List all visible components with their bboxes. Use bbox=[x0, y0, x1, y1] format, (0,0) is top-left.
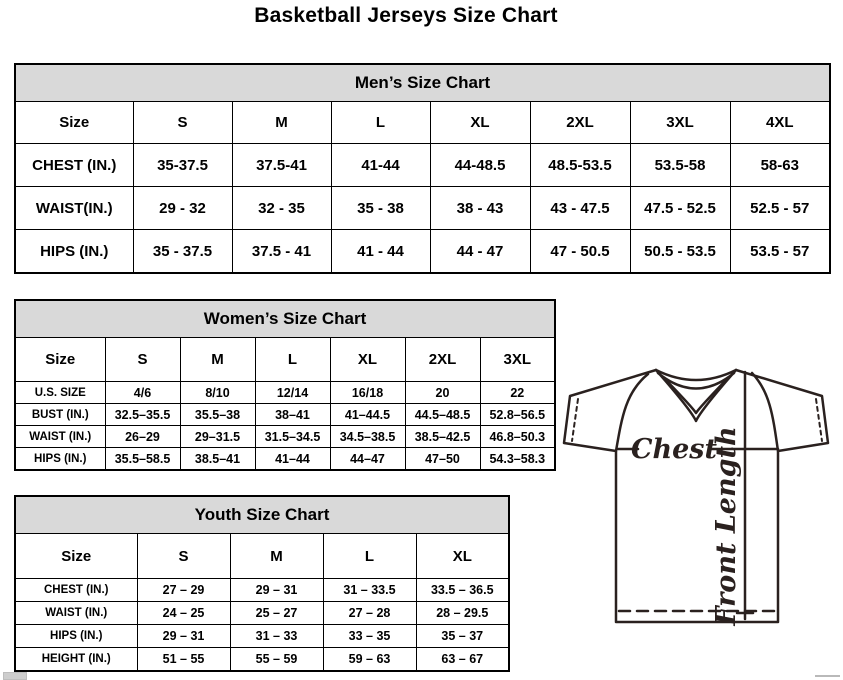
horizontal-scrollbar-fragment bbox=[815, 675, 840, 677]
women-cell: 47–50 bbox=[405, 448, 480, 471]
youth-cell: 29 – 31 bbox=[230, 579, 323, 602]
youth-table-row bbox=[15, 602, 509, 625]
men-cell: 44 - 47 bbox=[430, 230, 530, 274]
men-cell: 47.5 - 52.5 bbox=[630, 187, 730, 230]
youth-cell: 31 – 33 bbox=[230, 625, 323, 648]
women-cell: 52.8–56.5 bbox=[480, 404, 555, 426]
women-cell: 4/6 bbox=[105, 382, 180, 404]
women-header-l: L bbox=[255, 338, 330, 382]
youth-cell: 28 – 29.5 bbox=[416, 602, 509, 625]
youth-cell: 31 – 33.5 bbox=[323, 579, 416, 602]
women-table-row bbox=[15, 426, 555, 448]
youth-cell: 35 – 37 bbox=[416, 625, 509, 648]
men-cell: 48.5-53.5 bbox=[530, 144, 630, 187]
women-header-3xl: 3XL bbox=[480, 338, 555, 382]
men-cell: 35-37.5 bbox=[133, 144, 232, 187]
women-cell: 22 bbox=[480, 382, 555, 404]
men-cell: 37.5 - 41 bbox=[232, 230, 331, 274]
page-title: Basketball Jerseys Size Chart bbox=[254, 4, 558, 27]
women-cell: 29–31.5 bbox=[180, 426, 255, 448]
youth-cell: 27 – 28 bbox=[323, 602, 416, 625]
men-cell: 35 - 38 bbox=[331, 187, 430, 230]
women-row-label-u-s-size: U.S. SIZE bbox=[15, 382, 105, 404]
women-cell: 26–29 bbox=[105, 426, 180, 448]
men-header-l: L bbox=[331, 102, 430, 144]
left-cuff-dashed-line bbox=[572, 399, 578, 441]
men-header-2xl: 2XL bbox=[530, 102, 630, 144]
men-chart-title: Men’s Size Chart bbox=[15, 64, 830, 102]
youth-header-xl: XL bbox=[416, 534, 509, 579]
youth-cell: 24 – 25 bbox=[137, 602, 230, 625]
men-header-s: S bbox=[133, 102, 232, 144]
men-cell: 53.5 - 57 bbox=[730, 230, 830, 274]
women-table-row bbox=[15, 382, 555, 404]
youth-cell: 55 – 59 bbox=[230, 648, 323, 672]
men-cell: 29 - 32 bbox=[133, 187, 232, 230]
women-header-m: M bbox=[180, 338, 255, 382]
mens-size-chart-table bbox=[14, 63, 831, 274]
men-table-row bbox=[15, 144, 830, 187]
youth-cell: 29 – 31 bbox=[137, 625, 230, 648]
youth-header-row bbox=[15, 534, 509, 579]
men-table-row bbox=[15, 230, 830, 274]
men-table-row bbox=[15, 187, 830, 230]
men-header-xl: XL bbox=[430, 102, 530, 144]
men-cell: 38 - 43 bbox=[430, 187, 530, 230]
women-cell: 38.5–41 bbox=[180, 448, 255, 471]
women-cell: 35.5–58.5 bbox=[105, 448, 180, 471]
men-row-label-chest-in: CHEST (IN.) bbox=[15, 144, 133, 187]
men-header-3xl: 3XL bbox=[630, 102, 730, 144]
youth-size-chart-table bbox=[14, 495, 510, 672]
women-header-size: Size bbox=[15, 338, 105, 382]
men-cell: 43 - 47.5 bbox=[530, 187, 630, 230]
men-row-label-hips-in: HIPS (IN.) bbox=[15, 230, 133, 274]
women-cell: 34.5–38.5 bbox=[330, 426, 405, 448]
chest-label: Chest bbox=[631, 434, 717, 465]
men-cell: 53.5-58 bbox=[630, 144, 730, 187]
youth-cell: 63 – 67 bbox=[416, 648, 509, 672]
men-header-row bbox=[15, 102, 830, 144]
men-cell: 50.5 - 53.5 bbox=[630, 230, 730, 274]
women-header-s: S bbox=[105, 338, 180, 382]
women-cell: 35.5–38 bbox=[180, 404, 255, 426]
youth-header-m: M bbox=[230, 534, 323, 579]
men-header-size: Size bbox=[15, 102, 133, 144]
women-caption-row bbox=[15, 300, 555, 338]
men-cell: 52.5 - 57 bbox=[730, 187, 830, 230]
youth-row-label-height-in: HEIGHT (IN.) bbox=[15, 648, 137, 672]
youth-row-label-hips-in: HIPS (IN.) bbox=[15, 625, 137, 648]
men-cell: 41-44 bbox=[331, 144, 430, 187]
youth-caption-row bbox=[15, 496, 509, 534]
men-header-m: M bbox=[232, 102, 331, 144]
men-cell: 58-63 bbox=[730, 144, 830, 187]
right-cuff-dashed-line bbox=[816, 399, 822, 441]
women-cell: 16/18 bbox=[330, 382, 405, 404]
women-row-label-hips-in: HIPS (IN.) bbox=[15, 448, 105, 471]
women-cell: 20 bbox=[405, 382, 480, 404]
youth-table-row bbox=[15, 648, 509, 672]
women-cell: 46.8–50.3 bbox=[480, 426, 555, 448]
youth-chart-title: Youth Size Chart bbox=[15, 496, 509, 534]
women-cell: 44–47 bbox=[330, 448, 405, 471]
youth-header-l: L bbox=[323, 534, 416, 579]
women-header-row bbox=[15, 338, 555, 382]
men-cell: 37.5-41 bbox=[232, 144, 331, 187]
youth-row-label-chest-in: CHEST (IN.) bbox=[15, 579, 137, 602]
women-table-row bbox=[15, 448, 555, 471]
women-cell: 41–44 bbox=[255, 448, 330, 471]
youth-cell: 25 – 27 bbox=[230, 602, 323, 625]
youth-cell: 51 – 55 bbox=[137, 648, 230, 672]
women-cell: 12/14 bbox=[255, 382, 330, 404]
women-cell: 8/10 bbox=[180, 382, 255, 404]
youth-header-s: S bbox=[137, 534, 230, 579]
youth-header-size: Size bbox=[15, 534, 137, 579]
women-cell: 44.5–48.5 bbox=[405, 404, 480, 426]
youth-cell: 59 – 63 bbox=[323, 648, 416, 672]
women-chart-title: Women’s Size Chart bbox=[15, 300, 555, 338]
front-length-label: Front Length bbox=[711, 426, 742, 626]
womens-size-chart-table bbox=[14, 299, 556, 471]
women-cell: 38–41 bbox=[255, 404, 330, 426]
youth-cell: 27 – 29 bbox=[137, 579, 230, 602]
women-cell: 38.5–42.5 bbox=[405, 426, 480, 448]
men-cell: 35 - 37.5 bbox=[133, 230, 232, 274]
men-cell: 41 - 44 bbox=[331, 230, 430, 274]
women-table-row bbox=[15, 404, 555, 426]
women-cell: 41–44.5 bbox=[330, 404, 405, 426]
men-caption-row bbox=[15, 64, 830, 102]
youth-row-label-waist-in: WAIST (IN.) bbox=[15, 602, 137, 625]
women-row-label-waist-in: WAIST (IN.) bbox=[15, 426, 105, 448]
right-armhole-seam bbox=[752, 373, 778, 451]
women-cell: 31.5–34.5 bbox=[255, 426, 330, 448]
youth-table-row bbox=[15, 625, 509, 648]
men-row-label-waist-in: WAIST(IN.) bbox=[15, 187, 133, 230]
men-cell: 44-48.5 bbox=[430, 144, 530, 187]
youth-table-row bbox=[15, 579, 509, 602]
women-cell: 54.3–58.3 bbox=[480, 448, 555, 471]
youth-cell: 33.5 – 36.5 bbox=[416, 579, 509, 602]
women-header-2xl: 2XL bbox=[405, 338, 480, 382]
jersey-icon bbox=[552, 356, 843, 644]
men-header-4xl: 4XL bbox=[730, 102, 830, 144]
jersey-measurement-diagram bbox=[552, 356, 843, 644]
women-row-label-bust-in: BUST (IN.) bbox=[15, 404, 105, 426]
jersey-outline bbox=[564, 370, 828, 622]
men-cell: 32 - 35 bbox=[232, 187, 331, 230]
men-cell: 47 - 50.5 bbox=[530, 230, 630, 274]
women-cell: 32.5–35.5 bbox=[105, 404, 180, 426]
youth-cell: 33 – 35 bbox=[323, 625, 416, 648]
women-header-xl: XL bbox=[330, 338, 405, 382]
collar-top-arc bbox=[656, 370, 736, 380]
